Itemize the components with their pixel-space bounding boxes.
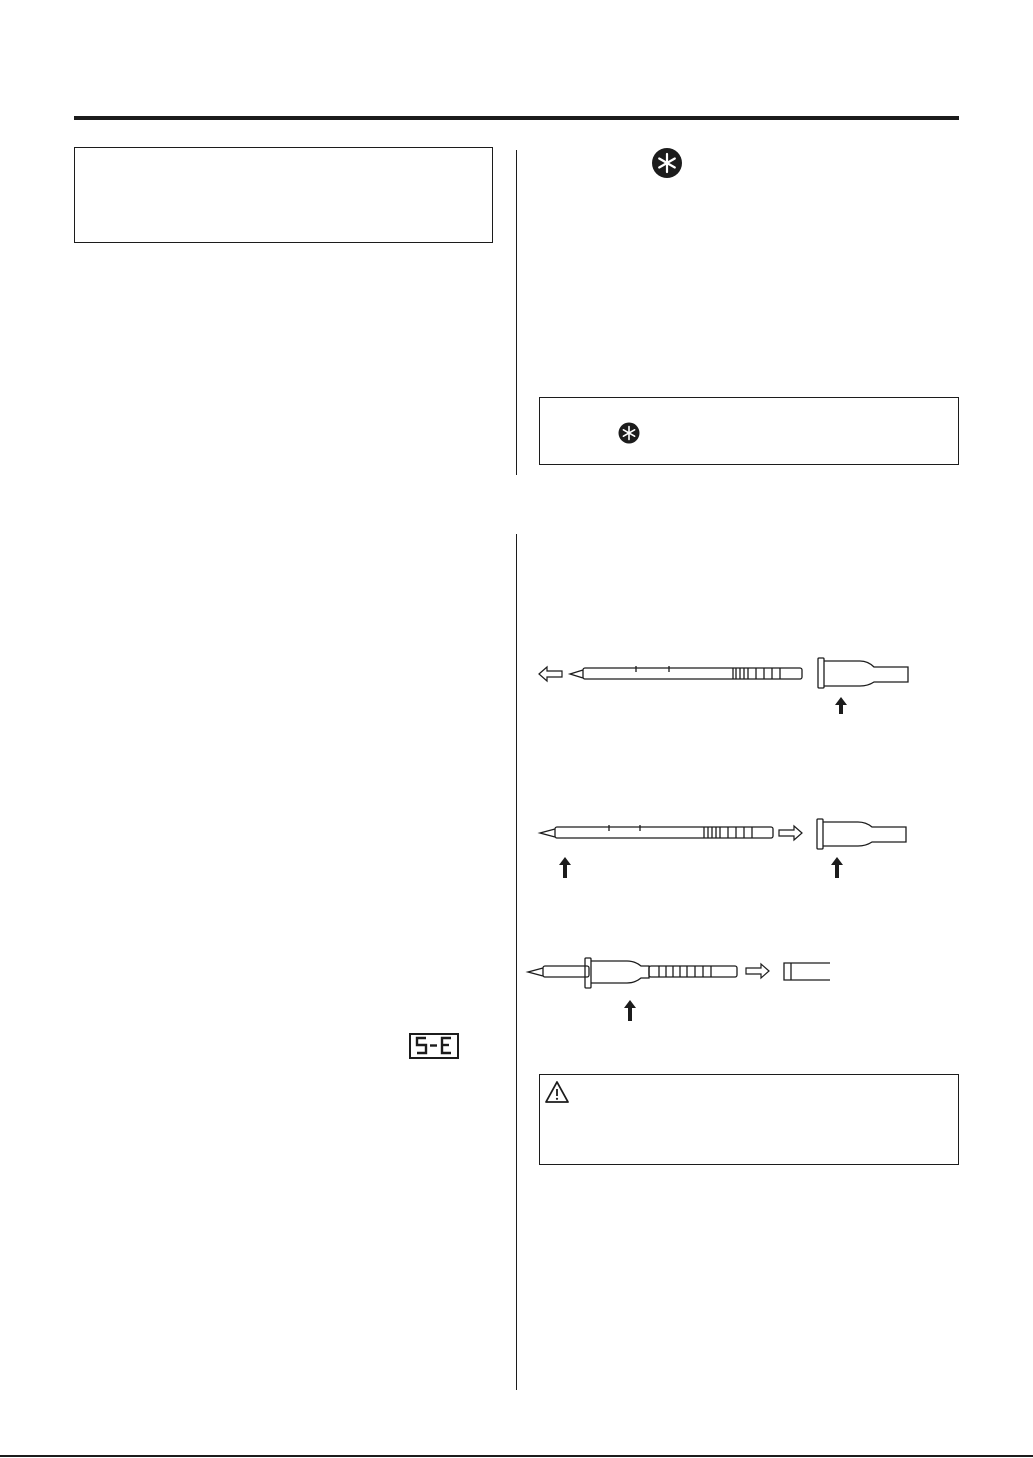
note-box-top-right (539, 397, 959, 465)
soldering-tip (540, 825, 773, 838)
display-readout-s-e (409, 1033, 459, 1059)
footer-rule (0, 1455, 1033, 1457)
column-divider-bottom (516, 534, 517, 1390)
note-box-top-left (74, 147, 493, 243)
handle-receptacle (784, 963, 830, 980)
arrow-up-icon (559, 857, 571, 878)
tip-assembly (528, 958, 737, 988)
tip-sleeve (818, 658, 908, 688)
arrow-right-outline-icon (746, 964, 769, 978)
warning-triangle-icon (544, 1080, 570, 1104)
tip-sleeve (817, 819, 906, 849)
header-rule (74, 116, 959, 120)
figure-tip-removal (530, 650, 920, 720)
figure-assembly-insert (525, 950, 845, 1025)
figure-tip-insert (530, 815, 920, 885)
asterisk-button-icon (651, 147, 683, 179)
caution-box (539, 1074, 959, 1165)
arrow-up-icon (835, 697, 847, 714)
arrow-up-icon (831, 857, 843, 878)
asterisk-button-icon-small (618, 422, 640, 444)
soldering-tip (570, 666, 802, 679)
arrow-left-outline-icon (539, 667, 562, 681)
arrow-right-outline-icon (779, 826, 802, 840)
column-divider-top (516, 150, 517, 475)
arrow-up-icon (624, 1000, 636, 1021)
